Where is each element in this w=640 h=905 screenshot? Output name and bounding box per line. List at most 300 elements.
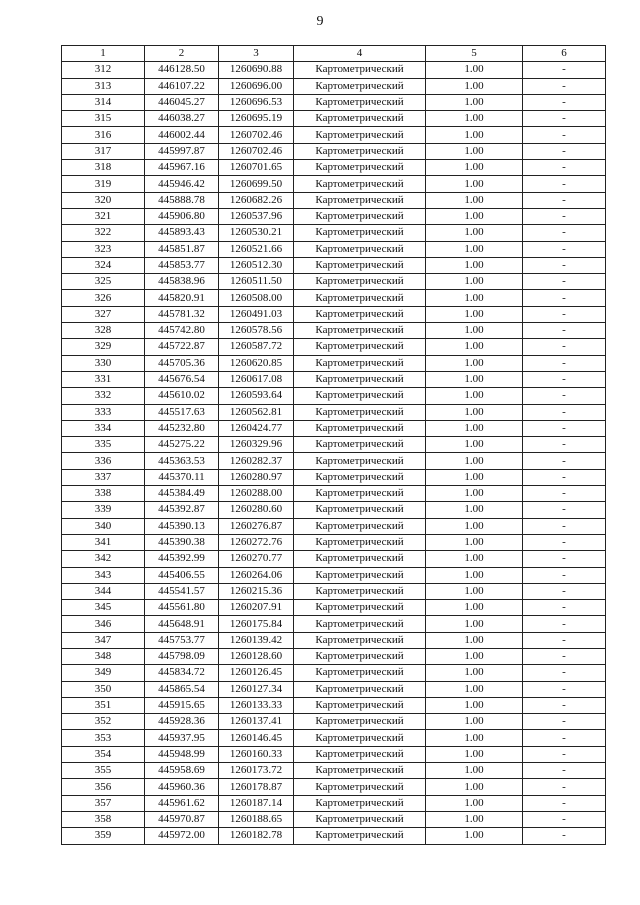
table-cell-col-1: 315 <box>62 111 145 127</box>
table-cell-col-5: 1.00 <box>426 469 523 485</box>
table-cell-col-5: 1.00 <box>426 78 523 94</box>
table-row <box>62 78 606 94</box>
table-cell-col-6: - <box>523 616 606 632</box>
table-cell-col-3: 1260146.45 <box>219 730 294 746</box>
table-cell-col-2: 445676.54 <box>145 371 219 387</box>
table-cell-col-3: 1260160.33 <box>219 746 294 762</box>
table-cell-col-3: 1260128.60 <box>219 648 294 664</box>
table-cell-col-4: Картометрический <box>294 795 426 811</box>
table-row <box>62 290 606 306</box>
table-cell-col-1: 336 <box>62 453 145 469</box>
table-cell-col-3: 1260699.50 <box>219 176 294 192</box>
table-cell-col-5: 1.00 <box>426 437 523 453</box>
table-cell-col-4: Картометрический <box>294 306 426 322</box>
table-cell-col-1: 341 <box>62 534 145 550</box>
table-cell-col-1: 330 <box>62 355 145 371</box>
page-number: 9 <box>316 14 324 29</box>
table-cell-col-6: - <box>523 127 606 143</box>
table-cell-col-1: 312 <box>62 62 145 78</box>
table-cell-col-6: - <box>523 600 606 616</box>
table-cell-col-2: 445970.87 <box>145 811 219 827</box>
table-body <box>62 62 606 844</box>
table-cell-col-1: 345 <box>62 600 145 616</box>
table-cell-col-1: 347 <box>62 632 145 648</box>
table-cell-col-2: 445798.09 <box>145 648 219 664</box>
table-cell-col-2: 445853.77 <box>145 257 219 273</box>
table-cell-col-6: - <box>523 795 606 811</box>
table-cell-col-4: Картометрический <box>294 62 426 78</box>
table-row <box>62 388 606 404</box>
table-cell-col-5: 1.00 <box>426 632 523 648</box>
table-cell-col-3: 1260702.46 <box>219 127 294 143</box>
table-cell-col-5: 1.00 <box>426 388 523 404</box>
table-row <box>62 502 606 518</box>
table-row <box>62 648 606 664</box>
table-cell-col-2: 445906.80 <box>145 208 219 224</box>
table-row <box>62 681 606 697</box>
table-row <box>62 160 606 176</box>
table-cell-col-2: 446107.22 <box>145 78 219 94</box>
table-cell-col-2: 445610.02 <box>145 388 219 404</box>
table-cell-col-3: 1260702.46 <box>219 143 294 159</box>
table-cell-col-5: 1.00 <box>426 176 523 192</box>
table-cell-col-4: Картометрический <box>294 225 426 241</box>
table-cell-col-3: 1260207.91 <box>219 600 294 616</box>
table-cell-col-2: 445946.42 <box>145 176 219 192</box>
table-cell-col-5: 1.00 <box>426 551 523 567</box>
table-cell-col-3: 1260276.87 <box>219 518 294 534</box>
table-cell-col-6: - <box>523 306 606 322</box>
table-cell-col-4: Картометрический <box>294 192 426 208</box>
table-cell-col-2: 445928.36 <box>145 714 219 730</box>
table-row <box>62 730 606 746</box>
table-cell-col-2: 445517.63 <box>145 404 219 420</box>
table-cell-col-1: 321 <box>62 208 145 224</box>
table-cell-col-5: 1.00 <box>426 648 523 664</box>
table-cell-col-6: - <box>523 453 606 469</box>
table-cell-col-1: 328 <box>62 323 145 339</box>
table-row <box>62 371 606 387</box>
table-cell-col-4: Картометрический <box>294 730 426 746</box>
table-cell-col-2: 445838.96 <box>145 274 219 290</box>
table-cell-col-5: 1.00 <box>426 665 523 681</box>
table-cell-col-6: - <box>523 763 606 779</box>
table-cell-col-6: - <box>523 176 606 192</box>
table-cell-col-2: 445232.80 <box>145 420 219 436</box>
table-cell-col-5: 1.00 <box>426 404 523 420</box>
table-cell-col-5: 1.00 <box>426 697 523 713</box>
table-cell-col-4: Картометрический <box>294 94 426 110</box>
table-cell-col-1: 326 <box>62 290 145 306</box>
coordinates-table <box>61 45 606 845</box>
table-cell-col-2: 445392.87 <box>145 502 219 518</box>
table-cell-col-3: 1260593.64 <box>219 388 294 404</box>
table-cell-col-4: Картометрический <box>294 111 426 127</box>
table-row <box>62 746 606 762</box>
table-cell-col-5: 1.00 <box>426 502 523 518</box>
table-cell-col-3: 1260696.53 <box>219 94 294 110</box>
table-cell-col-3: 1260620.85 <box>219 355 294 371</box>
table-cell-col-1: 337 <box>62 469 145 485</box>
table-cell-col-4: Картометрический <box>294 176 426 192</box>
table-cell-col-4: Картометрический <box>294 127 426 143</box>
table-cell-col-1: 338 <box>62 486 145 502</box>
table-row <box>62 257 606 273</box>
table-cell-col-2: 445648.91 <box>145 616 219 632</box>
table-cell-col-3: 1260182.78 <box>219 828 294 844</box>
table-row <box>62 665 606 681</box>
table-cell-col-2: 446128.50 <box>145 62 219 78</box>
table-cell-col-6: - <box>523 225 606 241</box>
table-cell-col-5: 1.00 <box>426 339 523 355</box>
table-cell-col-6: - <box>523 388 606 404</box>
table-cell-col-4: Картометрический <box>294 551 426 567</box>
table-cell-col-3: 1260508.00 <box>219 290 294 306</box>
table-cell-col-5: 1.00 <box>426 763 523 779</box>
table-row <box>62 486 606 502</box>
table-cell-col-4: Картометрический <box>294 648 426 664</box>
table-cell-col-3: 1260126.45 <box>219 665 294 681</box>
table-cell-col-1: 351 <box>62 697 145 713</box>
table-cell-col-1: 334 <box>62 420 145 436</box>
table-cell-col-4: Картометрический <box>294 779 426 795</box>
table-row <box>62 779 606 795</box>
table-cell-col-4: Картометрический <box>294 697 426 713</box>
table-cell-col-3: 1260512.30 <box>219 257 294 273</box>
table-cell-col-3: 1260578.56 <box>219 323 294 339</box>
table-cell-col-5: 1.00 <box>426 94 523 110</box>
table-cell-col-5: 1.00 <box>426 534 523 550</box>
table-cell-col-2: 445705.36 <box>145 355 219 371</box>
table-cell-col-4: Картометрический <box>294 160 426 176</box>
table-cell-col-1: 324 <box>62 257 145 273</box>
table-cell-col-1: 313 <box>62 78 145 94</box>
table-cell-col-2: 446045.27 <box>145 94 219 110</box>
table-cell-col-5: 1.00 <box>426 681 523 697</box>
table-cell-col-1: 358 <box>62 811 145 827</box>
table-row <box>62 714 606 730</box>
table-cell-col-3: 1260187.14 <box>219 795 294 811</box>
table-cell-col-2: 445275.22 <box>145 437 219 453</box>
table-cell-col-6: - <box>523 192 606 208</box>
table-row <box>62 94 606 110</box>
table-cell-col-5: 1.00 <box>426 62 523 78</box>
table-cell-col-2: 445370.11 <box>145 469 219 485</box>
table-cell-col-3: 1260617.08 <box>219 371 294 387</box>
table-cell-col-6: - <box>523 632 606 648</box>
table-cell-col-3: 1260270.77 <box>219 551 294 567</box>
table-cell-col-4: Картометрический <box>294 78 426 94</box>
table-cell-col-1: 352 <box>62 714 145 730</box>
table-cell-col-4: Картометрический <box>294 534 426 550</box>
table-cell-col-6: - <box>523 681 606 697</box>
table-cell-col-6: - <box>523 404 606 420</box>
table-cell-col-1: 356 <box>62 779 145 795</box>
table-cell-col-5: 1.00 <box>426 486 523 502</box>
table-cell-col-6: - <box>523 274 606 290</box>
table-cell-col-5: 1.00 <box>426 257 523 273</box>
table-cell-col-2: 445972.00 <box>145 828 219 844</box>
table-cell-col-2: 445865.54 <box>145 681 219 697</box>
table-cell-col-4: Картометрический <box>294 583 426 599</box>
table-cell-col-5: 1.00 <box>426 274 523 290</box>
table-cell-col-2: 445781.32 <box>145 306 219 322</box>
table-cell-col-1: 346 <box>62 616 145 632</box>
table-cell-col-4: Картометрический <box>294 388 426 404</box>
table-cell-col-3: 1260696.00 <box>219 78 294 94</box>
table-cell-col-4: Картометрический <box>294 811 426 827</box>
table-cell-col-1: 329 <box>62 339 145 355</box>
table-cell-col-5: 1.00 <box>426 730 523 746</box>
table-cell-col-5: 1.00 <box>426 127 523 143</box>
table-cell-col-5: 1.00 <box>426 795 523 811</box>
table-cell-col-1: 342 <box>62 551 145 567</box>
table-cell-col-1: 314 <box>62 94 145 110</box>
table-cell-col-5: 1.00 <box>426 355 523 371</box>
table-cell-col-5: 1.00 <box>426 518 523 534</box>
table-cell-col-3: 1260288.00 <box>219 486 294 502</box>
table-row <box>62 62 606 78</box>
table-cell-col-6: - <box>523 339 606 355</box>
table-cell-col-4: Картометрический <box>294 518 426 534</box>
table-cell-col-4: Картометрический <box>294 502 426 518</box>
table-row <box>62 534 606 550</box>
table-cell-col-5: 1.00 <box>426 290 523 306</box>
table-row <box>62 697 606 713</box>
table-cell-col-1: 323 <box>62 241 145 257</box>
table-row <box>62 420 606 436</box>
table-cell-col-5: 1.00 <box>426 192 523 208</box>
table-cell-col-3: 1260188.65 <box>219 811 294 827</box>
table-cell-col-5: 1.00 <box>426 828 523 844</box>
table-cell-col-2: 445820.91 <box>145 290 219 306</box>
table-cell-col-4: Картометрический <box>294 404 426 420</box>
table-cell-col-2: 446002.44 <box>145 127 219 143</box>
table-cell-col-1: 320 <box>62 192 145 208</box>
table-cell-col-2: 445541.57 <box>145 583 219 599</box>
table-cell-col-4: Картометрический <box>294 355 426 371</box>
table-cell-col-6: - <box>523 78 606 94</box>
table-cell-col-2: 445958.69 <box>145 763 219 779</box>
table-cell-col-3: 1260280.97 <box>219 469 294 485</box>
table-cell-col-6: - <box>523 160 606 176</box>
table-cell-col-5: 1.00 <box>426 567 523 583</box>
table-cell-col-5: 1.00 <box>426 714 523 730</box>
table-cell-col-2: 445406.55 <box>145 567 219 583</box>
table-cell-col-6: - <box>523 257 606 273</box>
table-cell-col-5: 1.00 <box>426 583 523 599</box>
table-cell-col-4: Картометрический <box>294 453 426 469</box>
table-cell-col-1: 325 <box>62 274 145 290</box>
table-row <box>62 127 606 143</box>
table-row <box>62 632 606 648</box>
table-cell-col-2: 445722.87 <box>145 339 219 355</box>
header-col-4: 4 <box>294 46 426 62</box>
table-row <box>62 274 606 290</box>
table-row <box>62 811 606 827</box>
table-cell-col-1: 349 <box>62 665 145 681</box>
table-cell-col-3: 1260282.37 <box>219 453 294 469</box>
table-cell-col-4: Картометрический <box>294 437 426 453</box>
table-cell-col-5: 1.00 <box>426 225 523 241</box>
table-cell-col-3: 1260175.84 <box>219 616 294 632</box>
table-cell-col-1: 343 <box>62 567 145 583</box>
table-cell-col-5: 1.00 <box>426 208 523 224</box>
table-row <box>62 616 606 632</box>
table-cell-col-1: 319 <box>62 176 145 192</box>
table-cell-col-1: 327 <box>62 306 145 322</box>
table-cell-col-6: - <box>523 94 606 110</box>
table-cell-col-5: 1.00 <box>426 420 523 436</box>
table-cell-col-5: 1.00 <box>426 306 523 322</box>
table-cell-col-1: 333 <box>62 404 145 420</box>
table-cell-col-1: 354 <box>62 746 145 762</box>
table-row <box>62 763 606 779</box>
table-cell-col-5: 1.00 <box>426 779 523 795</box>
table-cell-col-2: 445967.16 <box>145 160 219 176</box>
table-cell-col-1: 322 <box>62 225 145 241</box>
table-cell-col-4: Картометрический <box>294 567 426 583</box>
table-cell-col-5: 1.00 <box>426 160 523 176</box>
table-cell-col-4: Картометрический <box>294 616 426 632</box>
table-cell-col-2: 445888.78 <box>145 192 219 208</box>
table-cell-col-1: 331 <box>62 371 145 387</box>
table-cell-col-6: - <box>523 420 606 436</box>
table-cell-col-6: - <box>523 437 606 453</box>
table-cell-col-2: 445390.13 <box>145 518 219 534</box>
table-cell-col-1: 348 <box>62 648 145 664</box>
table-cell-col-3: 1260587.72 <box>219 339 294 355</box>
table-header <box>62 46 606 62</box>
table-cell-col-1: 353 <box>62 730 145 746</box>
table-row <box>62 355 606 371</box>
table-row <box>62 306 606 322</box>
table-cell-col-2: 445363.53 <box>145 453 219 469</box>
table-cell-col-3: 1260562.81 <box>219 404 294 420</box>
table-row <box>62 143 606 159</box>
table-cell-col-3: 1260530.21 <box>219 225 294 241</box>
table-cell-col-4: Картометрический <box>294 274 426 290</box>
table-cell-col-2: 445753.77 <box>145 632 219 648</box>
table-row <box>62 241 606 257</box>
table-cell-col-2: 445742.80 <box>145 323 219 339</box>
table-cell-col-6: - <box>523 111 606 127</box>
table-cell-col-5: 1.00 <box>426 600 523 616</box>
table-cell-col-2: 445893.43 <box>145 225 219 241</box>
table-cell-col-4: Картометрический <box>294 290 426 306</box>
table-cell-col-6: - <box>523 567 606 583</box>
table-cell-col-1: 340 <box>62 518 145 534</box>
table-cell-col-6: - <box>523 746 606 762</box>
table-row <box>62 404 606 420</box>
table-cell-col-4: Картометрический <box>294 681 426 697</box>
table-cell-col-3: 1260695.19 <box>219 111 294 127</box>
table-cell-col-2: 445851.87 <box>145 241 219 257</box>
table-cell-col-3: 1260682.26 <box>219 192 294 208</box>
table-row <box>62 339 606 355</box>
table-cell-col-6: - <box>523 665 606 681</box>
table-cell-col-2: 445937.95 <box>145 730 219 746</box>
table-row <box>62 600 606 616</box>
table-cell-col-4: Картометрический <box>294 323 426 339</box>
table-cell-col-4: Картометрический <box>294 420 426 436</box>
table-cell-col-3: 1260537.96 <box>219 208 294 224</box>
table-cell-col-3: 1260329.96 <box>219 437 294 453</box>
table-cell-col-6: - <box>523 241 606 257</box>
header-col-1: 1 <box>62 46 145 62</box>
table-cell-col-1: 359 <box>62 828 145 844</box>
table-cell-col-5: 1.00 <box>426 616 523 632</box>
table-cell-col-5: 1.00 <box>426 453 523 469</box>
header-row <box>62 46 606 62</box>
table-row <box>62 111 606 127</box>
table-cell-col-4: Картометрический <box>294 828 426 844</box>
table-cell-col-4: Картометрический <box>294 763 426 779</box>
table-cell-col-1: 355 <box>62 763 145 779</box>
table-cell-col-1: 332 <box>62 388 145 404</box>
table-cell-col-2: 445960.36 <box>145 779 219 795</box>
table-row <box>62 583 606 599</box>
table-cell-col-6: - <box>523 551 606 567</box>
table-cell-col-5: 1.00 <box>426 241 523 257</box>
table-row <box>62 551 606 567</box>
table-cell-col-5: 1.00 <box>426 111 523 127</box>
table-cell-col-6: - <box>523 828 606 844</box>
table-cell-col-4: Картометрический <box>294 632 426 648</box>
table-cell-col-1: 335 <box>62 437 145 453</box>
table-cell-col-2: 445384.49 <box>145 486 219 502</box>
table-cell-col-3: 1260139.42 <box>219 632 294 648</box>
table-cell-col-4: Картометрический <box>294 143 426 159</box>
table-cell-col-1: 350 <box>62 681 145 697</box>
table-row <box>62 518 606 534</box>
table-cell-col-6: - <box>523 486 606 502</box>
table-row <box>62 469 606 485</box>
table-cell-col-5: 1.00 <box>426 323 523 339</box>
table-cell-col-6: - <box>523 583 606 599</box>
table-row <box>62 192 606 208</box>
table-cell-col-2: 445915.65 <box>145 697 219 713</box>
table-cell-col-1: 317 <box>62 143 145 159</box>
table-cell-col-2: 445961.62 <box>145 795 219 811</box>
table-cell-col-3: 1260272.76 <box>219 534 294 550</box>
table-row <box>62 225 606 241</box>
table-cell-col-3: 1260215.36 <box>219 583 294 599</box>
table-row <box>62 208 606 224</box>
table-cell-col-3: 1260521.66 <box>219 241 294 257</box>
table-cell-col-6: - <box>523 697 606 713</box>
table-cell-col-4: Картометрический <box>294 600 426 616</box>
table-cell-col-3: 1260424.77 <box>219 420 294 436</box>
table-cell-col-3: 1260491.03 <box>219 306 294 322</box>
header-col-2: 2 <box>145 46 219 62</box>
table-cell-col-6: - <box>523 730 606 746</box>
table-cell-col-4: Картометрический <box>294 714 426 730</box>
table-cell-col-2: 445997.87 <box>145 143 219 159</box>
table-cell-col-6: - <box>523 502 606 518</box>
table-cell-col-6: - <box>523 143 606 159</box>
table-cell-col-4: Картометрический <box>294 371 426 387</box>
table-row <box>62 453 606 469</box>
table-cell-col-3: 1260701.65 <box>219 160 294 176</box>
table-cell-col-4: Картометрический <box>294 339 426 355</box>
header-col-5: 5 <box>426 46 523 62</box>
table-cell-col-4: Картометрический <box>294 208 426 224</box>
table-cell-col-3: 1260280.60 <box>219 502 294 518</box>
table-row <box>62 567 606 583</box>
table-cell-col-6: - <box>523 323 606 339</box>
table-row <box>62 828 606 844</box>
